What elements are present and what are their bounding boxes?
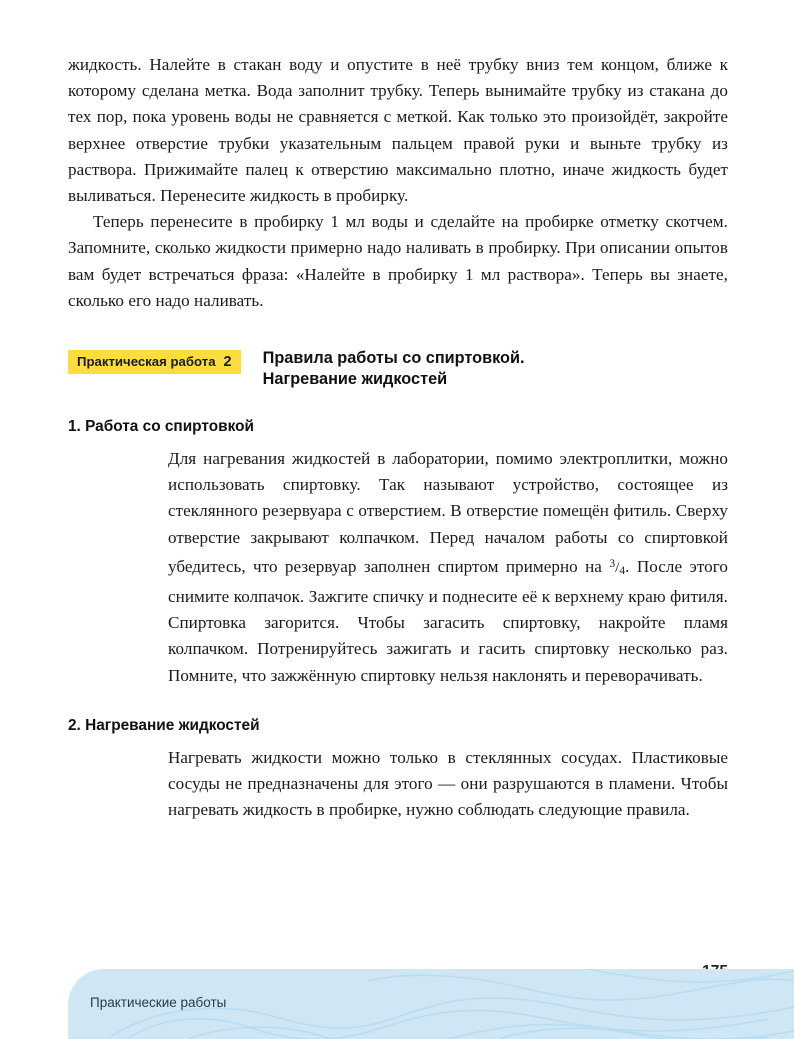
paragraph-continued: жидкость. Налейте в стакан воду и опустите в неё трубку вниз тем концом, ближе к которому сделана метка. Вода заполнит трубку. Теперь вынимайте трубку из стакана до тех пор, пока уровень воды не сравняется с меткой. Как только это произойдёт, закройте верхнее отверстие трубки указательным пальцем правой руки и выньте трубку из раствора. Прижимайте палец к отверстию максимально плотно, иначе жидкость будет выливаться. Перенесите жидкость в пробирку. (68, 55, 728, 206)
footer-label: Практические работы (90, 995, 227, 1010)
practical-work-header (68, 348, 728, 390)
practical-work-badge-number: 2 (223, 354, 232, 371)
fraction-three-quarters (609, 551, 625, 584)
section-1-paragraph (168, 446, 728, 689)
practical-work-title-line2: Нагревание жидкостей (262, 370, 448, 389)
section-body-1 (168, 446, 728, 689)
practical-work-title (263, 348, 525, 390)
paragraph-second: Теперь перенесите в пробирку 1 мл воды и сделайте на пробирке отметку скотчем. Запомните, сколько жидкости примерно надо наливать в пробирку. При описании опытов вам будет встречаться фраза: «Налейте в пробирку 1 мл раствора». Теперь вы знаете, сколько его надо наливать. (68, 212, 728, 310)
fraction-numerator: 3 (609, 557, 616, 570)
section-1-text-a: Для нагревания жидкостей в лаборатории, помимо электроплитки, можно использовать спиртовку. Так называют устройство, состоящее из стеклянного резервуара с отверстием. В отверстие помещён фитиль. Сверху отверстие закрывают колпачком. Перед началом работы со спиртовкой убедитесь, что резервуар заполнен спиртом примерно на (168, 449, 728, 577)
section-2-paragraph: Нагревать жидкости можно только в стеклянных сосудах. Пластиковые сосуды не предназначены для этого — они разрушаются в пламени. Чтобы нагревать жидкость в пробирке, нужно соблюдать следующие правила. (168, 747, 728, 820)
section-body-2 (168, 745, 728, 824)
fraction-slash: / (615, 560, 620, 577)
fraction-denominator: 4 (619, 564, 626, 577)
practical-work-title-line1: Правила работы со спиртовкой. (262, 349, 525, 368)
section-1-text-b: . После этого снимите колпачок. Зажгите спичку и поднесите её к верхнему краю фитиля. Спиртовка загорится. Чтобы загасить спиртовку, накройте пламя колпачком. Потренируйтесь зажигать и гасить спиртовку несколько раз. Помните, что зажжённую спиртовку нельзя наклонять и переворачивать. (168, 557, 728, 685)
practical-work-badge (68, 350, 241, 374)
section-heading-2: 2. Нагревание жидкостей (68, 716, 260, 734)
footer-band (68, 969, 794, 1039)
section-heading-1: 1. Работа со спиртовкой (68, 418, 254, 436)
page-content (68, 52, 728, 823)
practical-work-badge-label: Практическая работа (77, 354, 216, 370)
